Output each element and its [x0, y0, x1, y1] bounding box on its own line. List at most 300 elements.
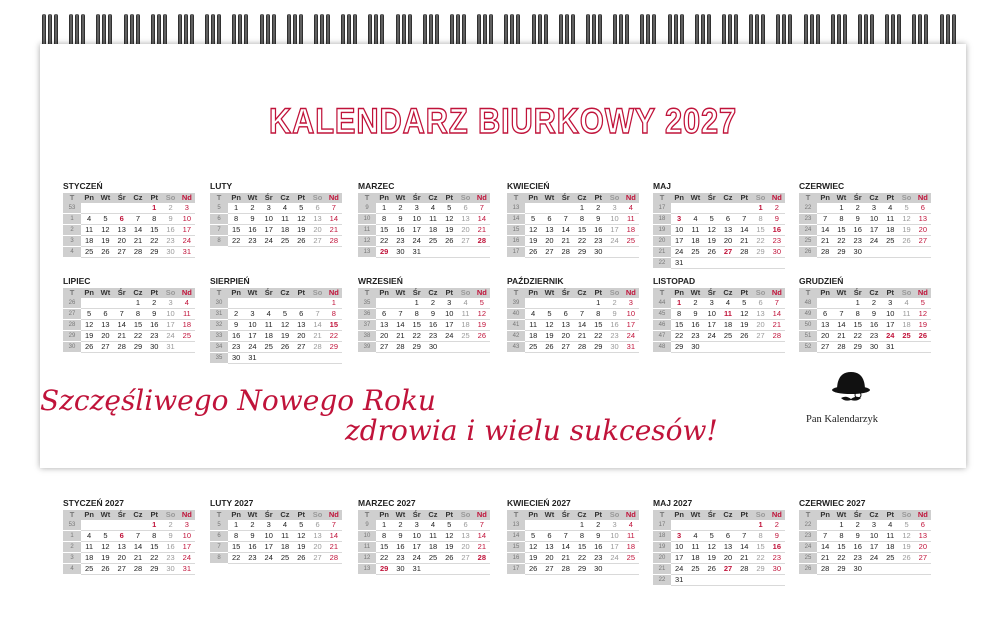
week-number: 35: [210, 353, 228, 364]
day-cell: 11: [425, 214, 441, 225]
day-cell: 2: [162, 520, 178, 531]
day-cell: 20: [457, 225, 473, 236]
weekday-header: Wt: [541, 288, 557, 298]
day-cell: 1: [752, 203, 768, 214]
day-cell: 31: [179, 247, 195, 258]
day-cell: 15: [850, 320, 866, 331]
month-calendar: [653, 275, 785, 353]
week-row: [358, 236, 490, 247]
day-cell: 7: [817, 214, 833, 225]
month-name: KWIECIEŃ 2027: [507, 498, 571, 508]
day-cell: 3: [866, 520, 882, 531]
day-cell: 10: [866, 531, 882, 542]
week-number: 18: [653, 531, 671, 542]
week-row: [799, 531, 931, 542]
day-cell: 27: [114, 564, 130, 575]
week-number: 30: [63, 342, 81, 353]
day-cell: 21: [114, 331, 130, 342]
day-cell: 9: [162, 214, 178, 225]
empty-cell: [541, 298, 557, 309]
day-cell: 26: [898, 236, 914, 247]
empty-cell: [309, 353, 325, 364]
day-cell: 16: [687, 320, 703, 331]
day-cell: 21: [558, 236, 574, 247]
day-cell: 25: [277, 553, 293, 564]
day-cell: 8: [228, 531, 244, 542]
weekday-header: So: [898, 288, 914, 298]
day-cell: 8: [833, 531, 849, 542]
week-row: [210, 553, 342, 564]
weekday-header: Pt: [882, 193, 898, 203]
day-cell: 20: [376, 331, 392, 342]
day-cell: 23: [850, 553, 866, 564]
month-name: LUTY 2027: [210, 498, 254, 508]
day-cell: 12: [915, 309, 931, 320]
week-number: 24: [799, 542, 817, 553]
day-cell: 25: [81, 564, 97, 575]
weekday-header: Cz: [720, 193, 736, 203]
day-cell: 16: [425, 320, 441, 331]
week-row: [63, 531, 195, 542]
weekday-header: Pn: [228, 510, 244, 520]
weekday-header: Nd: [179, 193, 195, 203]
day-cell: 17: [261, 225, 277, 236]
week-number: 30: [210, 298, 228, 309]
day-cell: 29: [130, 342, 146, 353]
day-cell: 15: [671, 320, 687, 331]
day-cell: 20: [720, 553, 736, 564]
empty-cell: [97, 520, 113, 531]
day-cell: 4: [457, 298, 473, 309]
weekday-header: Cz: [130, 193, 146, 203]
day-cell: 3: [179, 203, 195, 214]
day-cell: 7: [309, 309, 325, 320]
weekday-header: Cz: [425, 288, 441, 298]
empty-cell: [623, 564, 639, 575]
day-cell: 15: [574, 542, 590, 553]
month-grid: [653, 510, 785, 586]
day-cell: 19: [915, 320, 931, 331]
day-cell: 22: [228, 236, 244, 247]
empty-cell: [898, 342, 914, 353]
weekday-header: T: [799, 288, 817, 298]
day-cell: 21: [736, 553, 752, 564]
day-cell: 14: [474, 531, 490, 542]
day-cell: 22: [326, 331, 342, 342]
empty-cell: [261, 298, 277, 309]
day-cell: 5: [525, 214, 541, 225]
weekday-header: Wt: [97, 510, 113, 520]
weekday-header: T: [507, 288, 525, 298]
day-cell: 28: [817, 247, 833, 258]
day-cell: 6: [457, 203, 473, 214]
day-cell: 20: [915, 542, 931, 553]
day-cell: 21: [326, 542, 342, 553]
day-cell: 31: [162, 342, 178, 353]
day-cell: 20: [817, 331, 833, 342]
month-calendar: [507, 275, 639, 353]
empty-cell: [769, 258, 785, 269]
week-row: [653, 298, 785, 309]
day-cell: 13: [309, 214, 325, 225]
day-cell: 9: [244, 214, 260, 225]
weekday-header: T: [507, 193, 525, 203]
empty-cell: [769, 342, 785, 353]
day-cell: 6: [309, 203, 325, 214]
week-row: [63, 320, 195, 331]
day-cell: 19: [898, 542, 914, 553]
weekday-header: Pt: [590, 288, 606, 298]
day-cell: 19: [441, 542, 457, 553]
weekday-header: Wt: [97, 288, 113, 298]
day-cell: 31: [623, 342, 639, 353]
day-cell: 18: [525, 331, 541, 342]
day-cell: 29: [376, 564, 392, 575]
week-number: 16: [507, 236, 525, 247]
weekday-header: Pt: [882, 510, 898, 520]
day-cell: 20: [541, 553, 557, 564]
empty-cell: [817, 298, 833, 309]
day-cell: 11: [687, 225, 703, 236]
day-cell: 20: [457, 542, 473, 553]
week-number: 9: [358, 520, 376, 531]
month-name: SIERPIEŃ: [210, 276, 250, 286]
day-cell: 12: [81, 320, 97, 331]
day-cell: 26: [898, 553, 914, 564]
weekday-header: Wt: [833, 288, 849, 298]
empty-cell: [898, 564, 914, 575]
empty-cell: [752, 575, 768, 586]
day-cell: 29: [590, 342, 606, 353]
day-cell: 14: [392, 320, 408, 331]
month-calendar: [507, 497, 639, 575]
day-cell: 4: [81, 531, 97, 542]
day-cell: 22: [833, 236, 849, 247]
day-cell: 16: [590, 542, 606, 553]
week-number: 49: [799, 309, 817, 320]
week-number: 35: [358, 298, 376, 309]
day-cell: 8: [752, 214, 768, 225]
day-cell: 28: [474, 553, 490, 564]
week-number: 1: [63, 531, 81, 542]
day-cell: 15: [376, 542, 392, 553]
day-cell: 28: [558, 247, 574, 258]
day-cell: 11: [261, 320, 277, 331]
weekday-header: Nd: [474, 510, 490, 520]
day-cell: 11: [882, 214, 898, 225]
day-cell: 13: [752, 309, 768, 320]
weekday-header: Pn: [817, 288, 833, 298]
weekday-header: T: [799, 193, 817, 203]
day-cell: 22: [146, 236, 162, 247]
month-name: STYCZEŃ 2027: [63, 498, 124, 508]
weekday-header: Pt: [441, 288, 457, 298]
week-row: [358, 203, 490, 214]
day-cell: 9: [866, 309, 882, 320]
day-cell: 25: [623, 236, 639, 247]
empty-cell: [558, 298, 574, 309]
day-cell: 7: [474, 520, 490, 531]
weekday-header: Nd: [915, 510, 931, 520]
day-cell: 26: [441, 236, 457, 247]
weekday-header: T: [210, 288, 228, 298]
empty-cell: [606, 247, 622, 258]
week-row: [799, 331, 931, 342]
empty-cell: [704, 258, 720, 269]
weekday-header: Pn: [376, 288, 392, 298]
day-cell: 31: [882, 342, 898, 353]
weekday-header: So: [309, 288, 325, 298]
week-row: [799, 247, 931, 258]
day-cell: 14: [833, 320, 849, 331]
day-cell: 5: [293, 520, 309, 531]
day-cell: 3: [162, 298, 178, 309]
day-cell: 10: [882, 309, 898, 320]
weekday-header: Pn: [817, 510, 833, 520]
empty-cell: [441, 564, 457, 575]
day-cell: 9: [590, 214, 606, 225]
day-cell: 24: [261, 553, 277, 564]
day-cell: 24: [704, 331, 720, 342]
day-cell: 2: [850, 203, 866, 214]
day-cell: 8: [409, 309, 425, 320]
week-number: 41: [507, 320, 525, 331]
empty-cell: [97, 203, 113, 214]
weekday-header: Cz: [866, 510, 882, 520]
weekday-header: T: [63, 288, 81, 298]
day-cell: 18: [425, 225, 441, 236]
day-cell: 21: [309, 331, 325, 342]
day-cell: 10: [261, 214, 277, 225]
empty-cell: [915, 247, 931, 258]
week-row: [210, 214, 342, 225]
day-cell: 20: [915, 225, 931, 236]
week-row: [210, 309, 342, 320]
day-cell: 19: [704, 236, 720, 247]
day-cell: 7: [817, 531, 833, 542]
week-row: [358, 564, 490, 575]
week-row: [358, 320, 490, 331]
day-cell: 18: [457, 320, 473, 331]
day-cell: 3: [704, 298, 720, 309]
empty-cell: [833, 298, 849, 309]
empty-cell: [606, 564, 622, 575]
day-cell: 14: [309, 320, 325, 331]
day-cell: 5: [704, 531, 720, 542]
weekday-header: Pn: [376, 193, 392, 203]
day-cell: 11: [623, 531, 639, 542]
week-row: [507, 309, 639, 320]
day-cell: 18: [687, 236, 703, 247]
month-calendar: [63, 180, 195, 258]
empty-cell: [81, 203, 97, 214]
day-cell: 14: [736, 225, 752, 236]
day-cell: 7: [736, 531, 752, 542]
empty-cell: [457, 342, 473, 353]
day-cell: 4: [882, 203, 898, 214]
empty-cell: [704, 575, 720, 586]
weekday-header: Cz: [277, 193, 293, 203]
day-cell: 3: [261, 203, 277, 214]
month-calendar: [63, 497, 195, 575]
day-cell: 14: [474, 214, 490, 225]
day-cell: 9: [425, 309, 441, 320]
month-name: MARZEC 2027: [358, 498, 416, 508]
empty-cell: [97, 298, 113, 309]
month-grid: [507, 510, 639, 575]
week-number: 6: [210, 214, 228, 225]
week-number: 38: [358, 331, 376, 342]
week-number: 11: [358, 225, 376, 236]
empty-cell: [736, 520, 752, 531]
day-cell: 27: [541, 564, 557, 575]
day-cell: 28: [309, 342, 325, 353]
day-cell: 21: [833, 331, 849, 342]
day-cell: 26: [277, 342, 293, 353]
day-cell: 28: [817, 564, 833, 575]
day-cell: 2: [392, 520, 408, 531]
day-cell: 26: [474, 331, 490, 342]
day-cell: 29: [146, 247, 162, 258]
week-row: [507, 320, 639, 331]
weekday-header: Śr: [114, 510, 130, 520]
day-cell: 4: [425, 520, 441, 531]
day-cell: 2: [687, 298, 703, 309]
day-cell: 13: [541, 542, 557, 553]
day-cell: 7: [474, 203, 490, 214]
weekday-header: So: [162, 288, 178, 298]
day-cell: 16: [244, 225, 260, 236]
day-cell: 5: [81, 309, 97, 320]
weekday-header: Pt: [590, 193, 606, 203]
week-row: [210, 298, 342, 309]
day-cell: 30: [162, 247, 178, 258]
day-cell: 13: [720, 225, 736, 236]
day-cell: 10: [866, 214, 882, 225]
weekday-header: Nd: [474, 288, 490, 298]
week-number: 13: [507, 203, 525, 214]
weekday-header: Nd: [326, 288, 342, 298]
weekday-header: So: [898, 193, 914, 203]
day-cell: 27: [293, 342, 309, 353]
month-grid: [358, 510, 490, 575]
day-cell: 21: [130, 553, 146, 564]
week-number: 39: [507, 298, 525, 309]
week-number: 18: [653, 214, 671, 225]
day-cell: 23: [590, 553, 606, 564]
day-cell: 2: [244, 520, 260, 531]
day-cell: 28: [326, 553, 342, 564]
day-cell: 7: [114, 309, 130, 320]
day-cell: 29: [409, 342, 425, 353]
day-cell: 7: [769, 298, 785, 309]
day-cell: 4: [687, 531, 703, 542]
weekday-header: Pt: [441, 510, 457, 520]
day-cell: 19: [474, 320, 490, 331]
week-row: [799, 203, 931, 214]
day-cell: 21: [474, 542, 490, 553]
week-row: [799, 236, 931, 247]
empty-cell: [293, 298, 309, 309]
day-cell: 15: [833, 542, 849, 553]
day-cell: 29: [574, 564, 590, 575]
day-cell: 10: [179, 214, 195, 225]
weekday-header: Wt: [833, 193, 849, 203]
day-cell: 22: [376, 236, 392, 247]
day-cell: 3: [606, 203, 622, 214]
week-row: [210, 353, 342, 364]
weekday-header: Pn: [525, 193, 541, 203]
day-cell: 27: [114, 247, 130, 258]
day-cell: 16: [590, 225, 606, 236]
day-cell: 10: [704, 309, 720, 320]
day-cell: 5: [525, 531, 541, 542]
day-cell: 7: [736, 214, 752, 225]
week-number: 5: [210, 203, 228, 214]
empty-cell: [541, 520, 557, 531]
day-cell: 24: [244, 342, 260, 353]
week-row: [799, 225, 931, 236]
month-name: LISTOPAD: [653, 276, 696, 286]
day-cell: 12: [293, 531, 309, 542]
empty-cell: [671, 203, 687, 214]
month-grid: [358, 193, 490, 258]
day-cell: 23: [228, 342, 244, 353]
day-cell: 26: [293, 236, 309, 247]
day-cell: 13: [720, 542, 736, 553]
day-cell: 23: [162, 236, 178, 247]
day-cell: 4: [277, 520, 293, 531]
day-cell: 9: [769, 214, 785, 225]
empty-cell: [687, 203, 703, 214]
weekday-header: Pt: [736, 510, 752, 520]
day-cell: 4: [720, 298, 736, 309]
weekday-header: Pt: [293, 193, 309, 203]
day-cell: 30: [425, 342, 441, 353]
weekday-header: Pn: [525, 510, 541, 520]
day-cell: 9: [392, 531, 408, 542]
day-cell: 19: [525, 553, 541, 564]
day-cell: 20: [309, 225, 325, 236]
day-cell: 7: [574, 309, 590, 320]
day-cell: 18: [623, 542, 639, 553]
day-cell: 4: [261, 309, 277, 320]
day-cell: 24: [606, 553, 622, 564]
day-cell: 18: [81, 553, 97, 564]
day-cell: 21: [326, 225, 342, 236]
empty-cell: [898, 247, 914, 258]
month-grid: [63, 193, 195, 258]
week-row: [507, 542, 639, 553]
day-cell: 18: [882, 225, 898, 236]
day-cell: 9: [769, 531, 785, 542]
day-cell: 24: [409, 553, 425, 564]
day-cell: 15: [146, 225, 162, 236]
empty-cell: [326, 353, 342, 364]
day-cell: 27: [817, 342, 833, 353]
day-cell: 23: [392, 236, 408, 247]
week-number: 52: [799, 342, 817, 353]
day-cell: 3: [409, 520, 425, 531]
week-row: [507, 298, 639, 309]
day-cell: 12: [525, 225, 541, 236]
day-cell: 19: [277, 331, 293, 342]
weekday-header: Pn: [525, 288, 541, 298]
weekday-header: Wt: [392, 288, 408, 298]
day-cell: 5: [898, 520, 914, 531]
day-cell: 9: [392, 214, 408, 225]
day-cell: 22: [228, 553, 244, 564]
